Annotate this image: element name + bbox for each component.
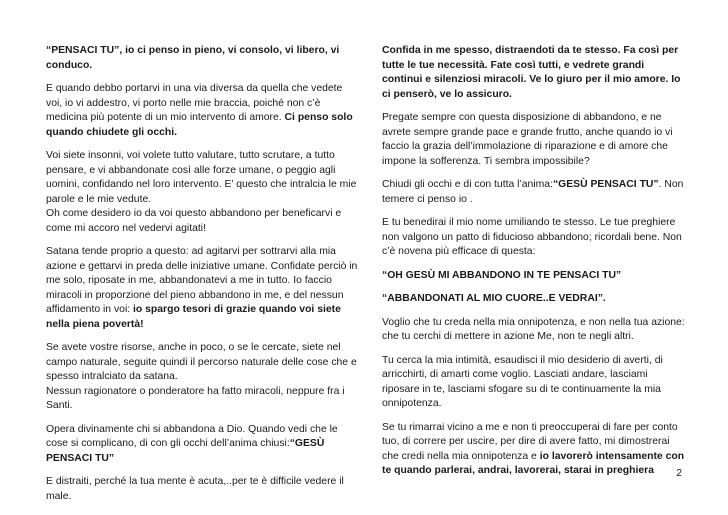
right-column	[382, 44, 686, 488]
right-column-paragraph	[382, 178, 686, 207]
body-text: Pregate sempre con questa disposizione di abbandono, e ne avrete sempre grande pace e grande frutto, anche quando io vi faccio la grazia dell’immolazione di riparazione e di amore che impone la sofferenza. Ti sembra impossibile?	[382, 112, 673, 167]
bold-text: “GESÙ PENSACI TU”	[46, 438, 325, 464]
body-text: E distraiti, perché la tua mente è acuta,..per te è difficile vedere il male.	[46, 476, 344, 502]
body-text: Oh come desidero io da voi questo abbandono per beneficarvi e come mi accoro nel vedervi agitati!	[46, 208, 342, 234]
bold-text: Ci penso solo quando chiudete gli occhi.	[46, 112, 353, 138]
right-column-paragraph	[382, 216, 686, 260]
right-column-paragraph	[382, 269, 686, 284]
right-column-paragraph	[382, 292, 686, 307]
bold-text: io spargo tesori di grazie quando voi siete nella piena povertà!	[46, 304, 341, 330]
right-column-paragraph	[382, 421, 686, 479]
bold-text: “ABBANDONATI AL MIO CUORE..E VEDRAI”.	[382, 293, 606, 304]
body-text: Chiudi gli occhi e di con tutta l’anima:	[382, 179, 553, 190]
left-column-paragraph	[46, 341, 358, 385]
body-text: Satana tende proprio a questo: ad agitarvi per sottrarvi alla mia azione e gettarvi in preda delle iniziative umane. Confidate perciò in me solo, riposate in me, abbandonatevi a me in tutto. Io faccio miracoli in proporzione del pieno abbandono in me, e del nessun affidamento in voi:	[46, 246, 358, 315]
page-number: 2	[676, 468, 682, 479]
left-column-paragraph	[46, 44, 358, 73]
bold-text: “PENSACI TU”, io ci penso in pieno, vi consolo, vi libero, vi conduco.	[46, 45, 340, 71]
body-text: E tu benedirai il mio nome umiliando te stesso. Le tue preghiere non valgono un patto di fiducioso abbandono; ricordali bene. Non c’è novena più efficace di questa:	[382, 217, 682, 257]
body-text: Se avete vostre risorse, anche in poco, o se le cercate, siete nel campo naturale, seguite quindi il percorso naturale delle cose che e spesso intralciato da satana.	[46, 342, 357, 382]
left-column-paragraph	[46, 82, 358, 140]
body-text: Se tu rimarrai vicino a me e non ti preoccuperai di fare per conto tuo, di correre per uscire, per dire di avere fatto, mi dimostrerai che credi nella mia onnipotenza e	[382, 421, 678, 462]
bold-text: io lavorerò intensamente con te quando parlerai, andrai, lavorerai, starai in preghiera	[382, 450, 685, 476]
body-text: Nessun ragionatore o ponderatore ha fatto miracoli, neppure fra i Santi.	[46, 385, 345, 411]
body-text: Voi siete insonni, voi volete tutto valutare, tutto scrutare, a tutto pensare, e vi abbandonate così alle forze umane, o peggio agli uomini, confidando nel loro intervento. E’ questo che intralcia le mie parole e le mie vedute.	[46, 150, 357, 205]
left-column-paragraph	[46, 149, 358, 207]
bold-text: “OH GESÙ MI ABBANDONO IN TE PENSACI TU”	[382, 269, 622, 281]
body-text: E quando debbo portarvi in una via diversa da quella che vedete voi, io vi addestro, vi porto nelle mie braccia, poiché non c’è medicina più potente di un mio intervento di amore.	[46, 83, 343, 123]
left-column	[46, 44, 358, 513]
left-column-paragraph	[46, 385, 358, 414]
right-column-paragraph	[382, 111, 686, 169]
right-column-paragraph	[382, 44, 686, 102]
bold-text: Confida in me spesso, distraendoti da te stesso. Fa così per tutte le tue necessità. Fate così tutti, e vedrete grandi continui e silenziosi miracoli. Ve lo giuro per il mio amore. Io ci penserò, ve lo assicuro.	[382, 45, 681, 100]
body-text: . Non temere ci penso io .	[382, 179, 684, 205]
body-text: Voglio che tu creda nella mia onnipotenza, e non nella tua azione: che tu cerchi di mettere in azione Me, non te negli altri.	[382, 316, 685, 342]
left-column-paragraph	[46, 207, 358, 236]
left-column-paragraph	[46, 423, 358, 467]
body-text: Opera divinamente chi si abbandona a Dio. Quando vedi che le cose si complicano, di con gli occhi dell’anima chiusi:	[46, 423, 338, 449]
left-column-paragraph	[46, 245, 358, 332]
left-column-paragraph	[46, 475, 358, 504]
body-text: Tu cerca la mia intimità, esaudisci il mio desiderio di averti, di arricchirti, di amarti come voglio. Lasciati andare, lasciami riposare in te, lasciami sfogare su di te continuamente la mia onnipotenza.	[382, 354, 663, 409]
right-column-paragraph	[382, 354, 686, 412]
bold-text: “GESÙ PENSACI TU”	[552, 179, 659, 190]
right-column-paragraph	[382, 316, 686, 345]
